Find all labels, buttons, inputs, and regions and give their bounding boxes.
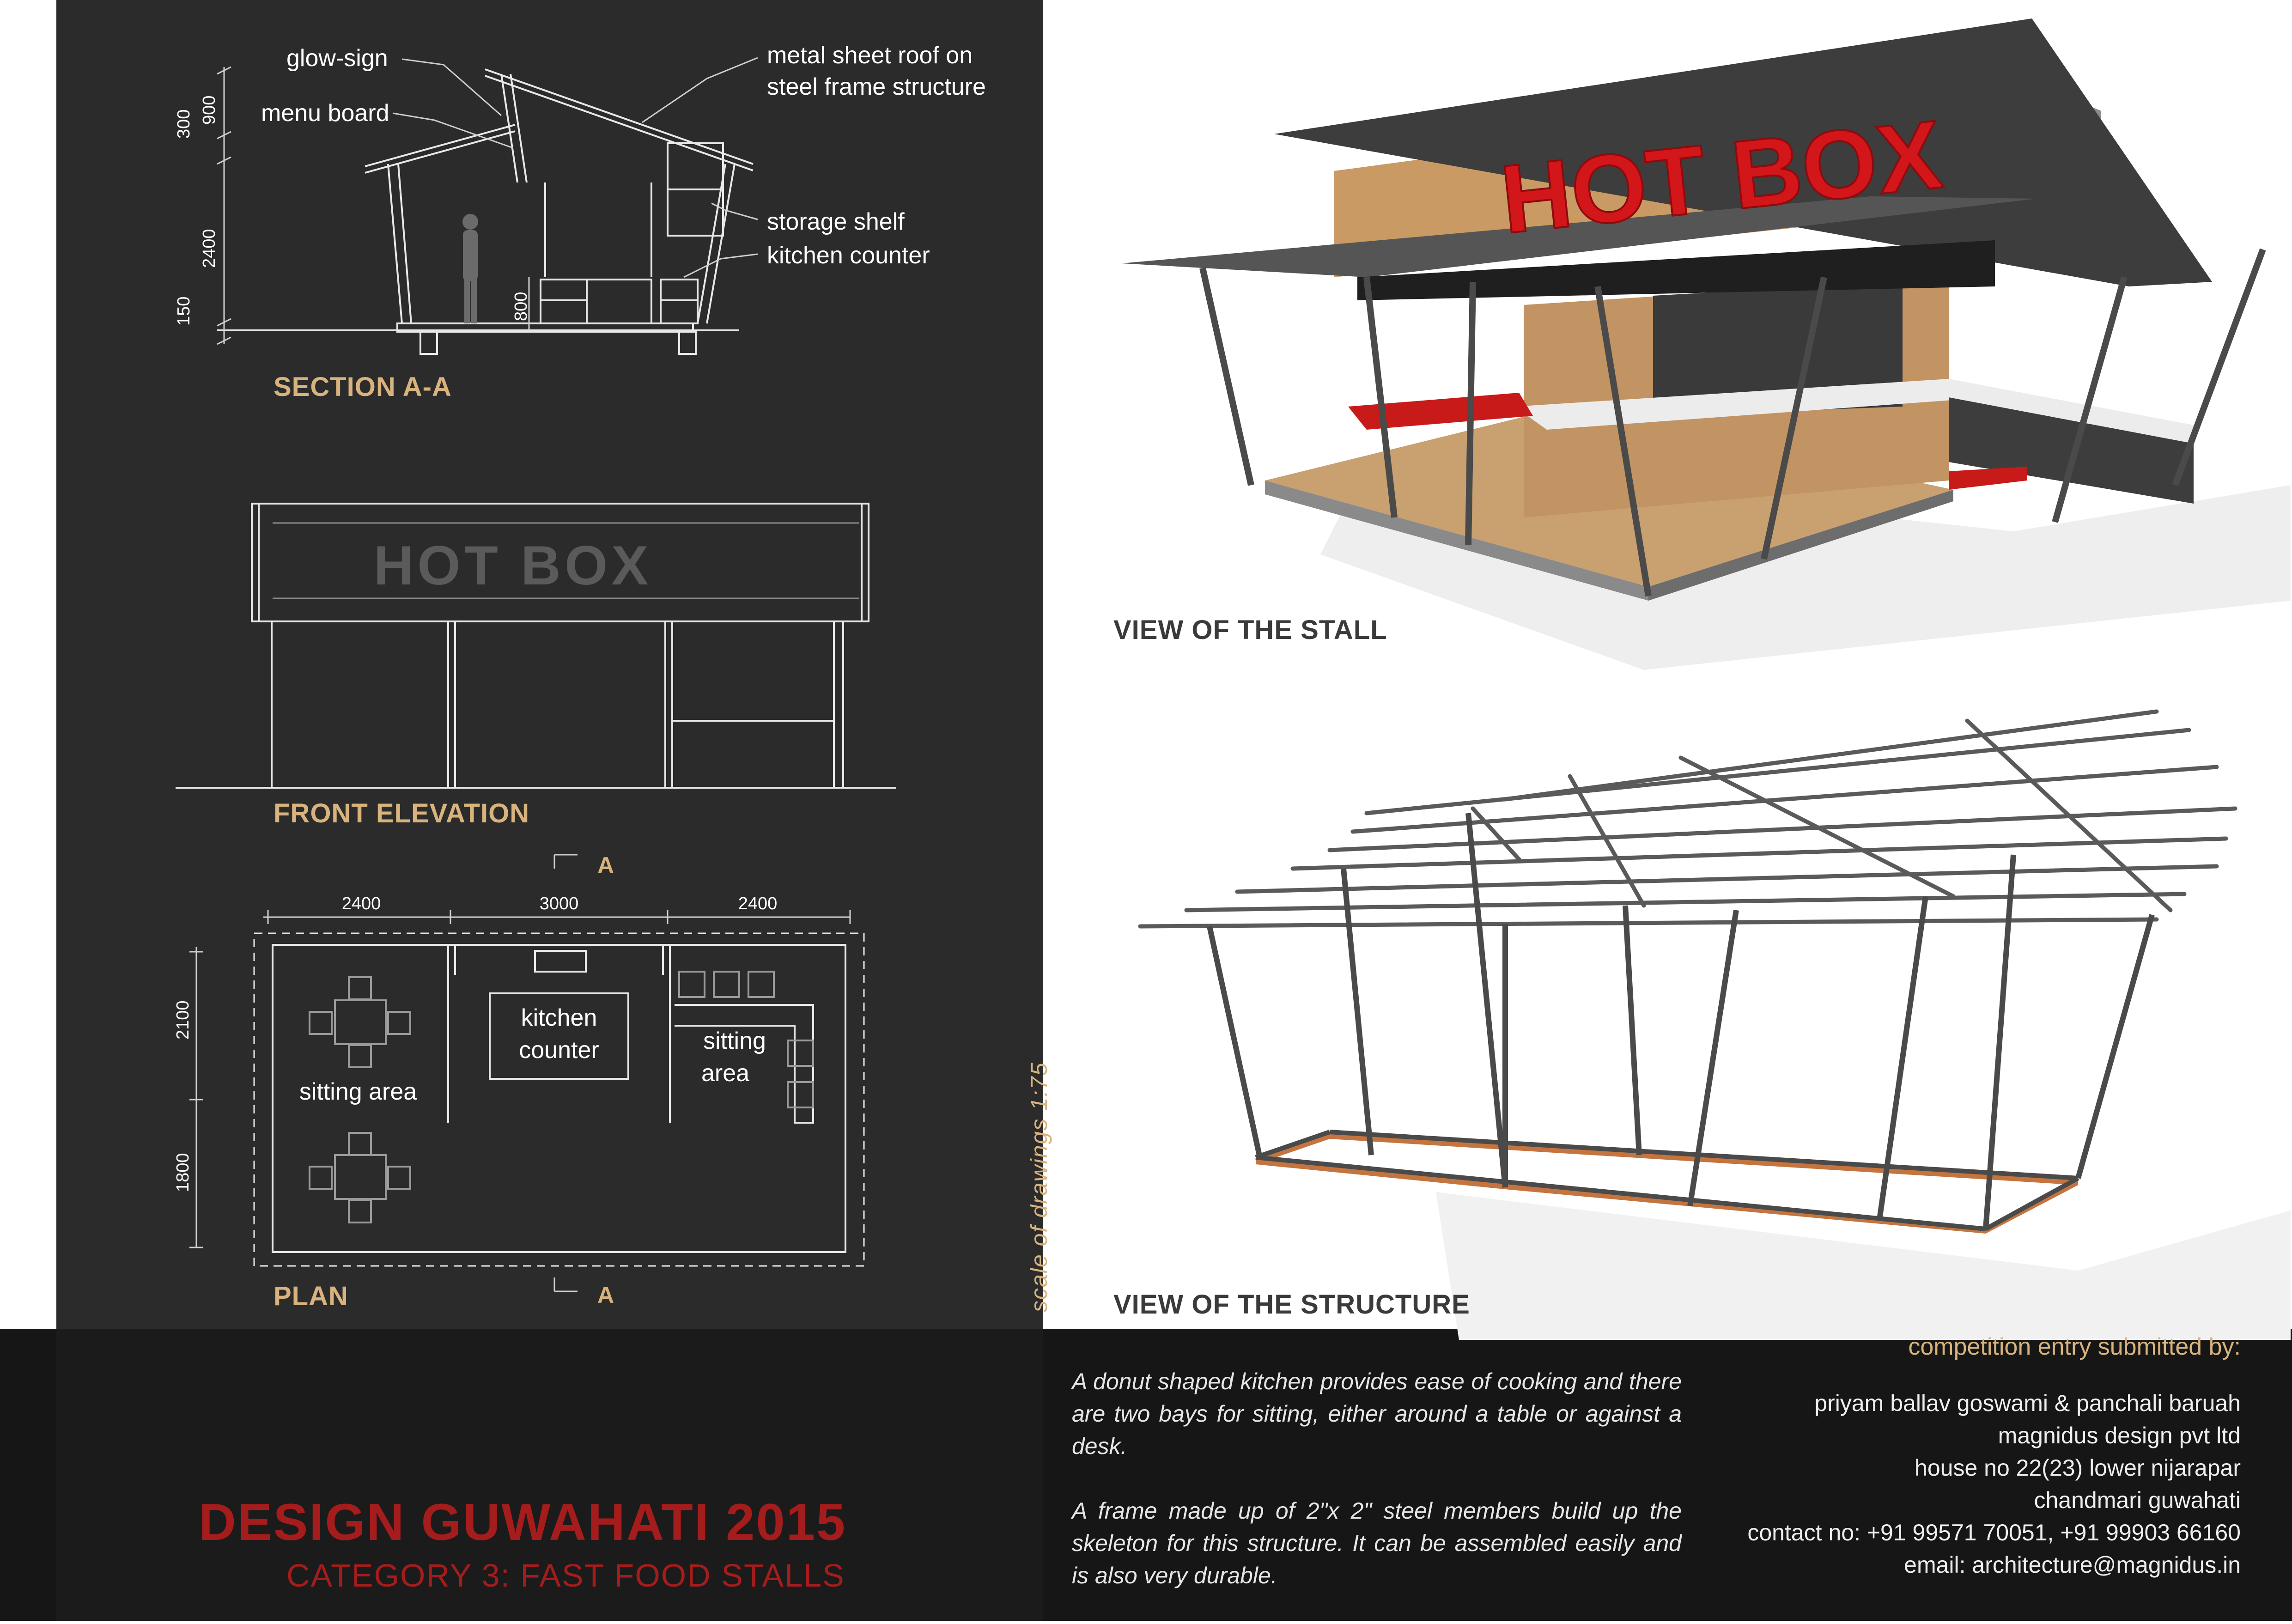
roof-label-line2: steel frame structure: [767, 73, 986, 100]
dim-150: 150: [174, 296, 194, 326]
stall-sign-text: HOT BOX: [1496, 99, 1947, 254]
credits-address-line2: chandmari guwahati: [2034, 1487, 2241, 1513]
credits-names: priyam ballav goswami & panchali baruah: [1814, 1390, 2241, 1416]
section-title: SECTION A-A: [274, 372, 452, 402]
plan-drawing: [0, 841, 987, 1372]
view-structure-heading: VIEW OF THE STRUCTURE: [1113, 1289, 1470, 1320]
kitchen-counter-label: kitchen counter: [767, 242, 930, 269]
dim-300: 300: [174, 109, 194, 139]
section-drawing: [0, 0, 987, 416]
credits-lead: competition entry submitted by:: [1908, 1333, 2241, 1360]
competition-title: DESIGN GUWAHATI 2015: [199, 1493, 847, 1551]
section-marker-bottom: A: [597, 1282, 614, 1308]
elevation-sign-text: HOT BOX: [373, 535, 652, 596]
dim-800: 800: [511, 292, 531, 321]
section-marker-top: A: [597, 852, 614, 878]
kitchen-counter-plan-line2: counter: [519, 1037, 599, 1064]
credits-address-line1: house no 22(23) lower nijarapar: [1915, 1455, 2241, 1481]
sitting-area-right-line2: area: [701, 1060, 750, 1087]
dim-2400: 2400: [200, 229, 219, 268]
plan-dim-center: 3000: [539, 894, 579, 913]
description-structure: A frame made up of 2"x 2" steel members build up the skeleton for this structure. It can be assembled easily and is also very durable.: [1072, 1498, 1682, 1588]
sitting-area-right-line1: sitting: [703, 1028, 766, 1054]
credits-block: [1682, 1331, 2241, 1581]
project-description: [1072, 1365, 1682, 1624]
plan-dim-depth-bottom: 1800: [173, 1153, 193, 1192]
competition-category: CATEGORY 3: FAST FOOD STALLS: [286, 1557, 845, 1594]
plan-dim-left: 2400: [341, 894, 381, 913]
plan-dim-right: 2400: [738, 894, 778, 913]
structure-render: [1043, 693, 2291, 1340]
dim-900: 900: [200, 95, 219, 125]
glow-sign-label: glow-sign: [286, 45, 388, 72]
sitting-area-left-label: sitting area: [299, 1078, 417, 1105]
storage-shelf-label: storage shelf: [767, 208, 905, 235]
front-elevation-drawing: [0, 485, 987, 901]
plan-title: PLAN: [274, 1281, 348, 1311]
stall-render: [1043, 0, 2291, 693]
plan-dim-depth-top: 2100: [173, 1000, 193, 1040]
menu-board-label: menu board: [261, 100, 389, 127]
view-stall-heading: VIEW OF THE STALL: [1113, 615, 1387, 645]
description-kitchen: A donut shaped kitchen provides ease of cooking and there are two bays for sitting, either around a table or against a desk.: [1072, 1369, 1682, 1459]
roof-label-line1: metal sheet roof on: [767, 42, 973, 69]
credits-email: email: architecture@magnidus.in: [1904, 1552, 2241, 1578]
scale-note: scale of drawings 1:75: [1026, 1062, 1052, 1312]
kitchen-counter-plan-line1: kitchen: [521, 1004, 597, 1031]
credits-contact: contact no: +91 99571 70051, +91 99903 66160: [1747, 1520, 2241, 1545]
credits-company: magnidus design pvt ltd: [1998, 1423, 2241, 1448]
elevation-title: FRONT ELEVATION: [274, 798, 530, 828]
